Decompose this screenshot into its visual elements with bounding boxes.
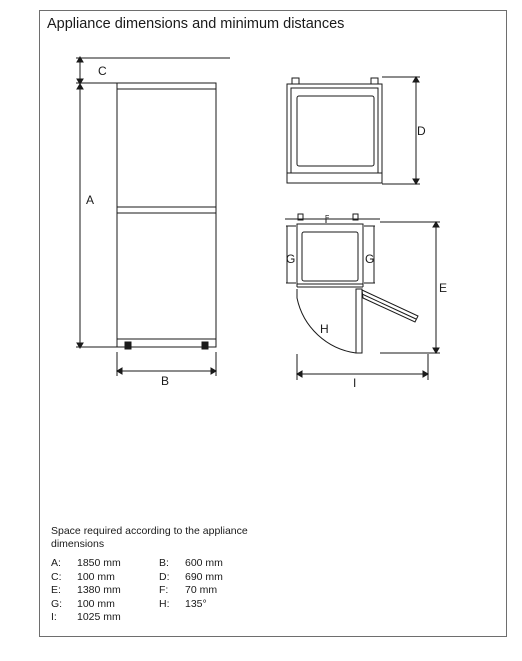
space-description: Space required according to the appliance dimensions [51, 525, 248, 550]
label-G-left: G [286, 252, 296, 266]
label-B: B [161, 374, 170, 388]
fridge-front-body [117, 83, 216, 347]
page-title: Appliance dimensions and minimum distances [47, 16, 345, 32]
spec-row-h: H: 135° [159, 597, 207, 610]
spec-row-i: I: 1025 mm [51, 611, 121, 623]
label-I: I [353, 376, 357, 390]
fridge-top-view [287, 84, 382, 183]
label-F: F [325, 215, 330, 222]
spec-row-d: D: 690 mm [159, 570, 223, 583]
label-C: C [98, 64, 107, 78]
label-H: H [320, 322, 329, 336]
label-E: E [439, 281, 448, 295]
label-G-right: G [365, 252, 375, 266]
spec-row-g: G: 100 mm [51, 597, 115, 610]
spec-column-left [51, 557, 121, 625]
spec-row-e: E: 1380 mm [51, 584, 121, 596]
label-D: D [417, 124, 426, 138]
fridge-plan-view [297, 224, 363, 284]
spec-row-a: A: 1850 mm [51, 557, 121, 569]
spec-row-c: C: 100 mm [51, 570, 115, 583]
spec-row-b: B: 600 mm [159, 557, 223, 569]
spec-column-right [159, 557, 223, 611]
label-A: A [86, 193, 95, 207]
spec-row-f: F: 70 mm [159, 584, 218, 596]
